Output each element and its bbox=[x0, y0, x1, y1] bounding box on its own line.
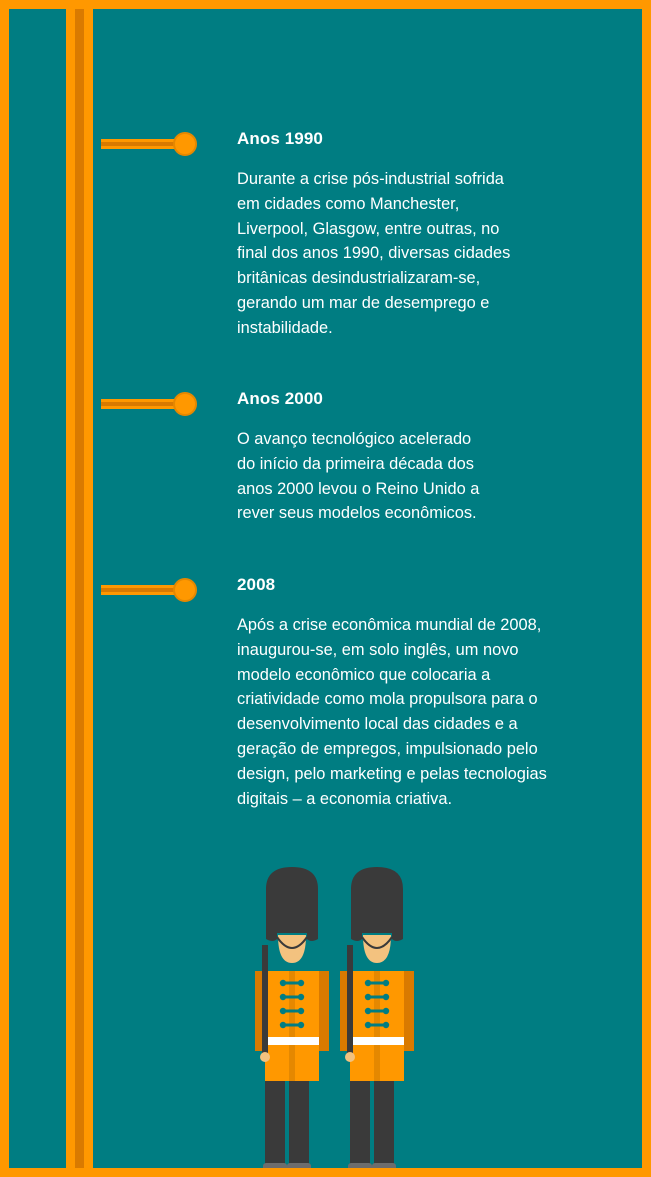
timeline-node bbox=[173, 132, 197, 156]
entry-description: O avanço tecnológico acelerado do início da primeira década dos anos 2000 levou o Reino Unido a rever seus modelos econômicos. bbox=[237, 430, 480, 523]
timeline-rail-outer bbox=[66, 9, 75, 1168]
entry-description: Após a crise econômica mundial de 2008, inaugurou-se, em solo inglês, um novo modelo econômico que colocaria a criatividade como mola propulsora para o desenvolvimento local das cidades e a geração de empregos, impulsionado pelo design, pelo marketing e pelas tecnologias digitais – a economia criativa. bbox=[237, 616, 547, 808]
timeline-rail-inner bbox=[84, 9, 93, 1168]
timeline-connector bbox=[101, 139, 181, 149]
timeline-entry-2000 bbox=[237, 389, 597, 526]
entry-year: 2008 bbox=[237, 575, 276, 594]
timeline-connector bbox=[101, 399, 181, 409]
entry-year: Anos 1990 bbox=[237, 129, 323, 148]
timeline-rail-shadow bbox=[75, 9, 84, 1168]
entry-description: Durante a crise pós-industrial sofrida em cidades como Manchester, Liverpool, Glasgow, entre outras, no final dos anos 1990, diversas cidades britânicas desindustrializaram-se, gerando um mar de desemprego e instabilidade. bbox=[237, 170, 511, 337]
timeline-node bbox=[173, 578, 197, 602]
timeline-entry-2008 bbox=[237, 575, 597, 811]
entry-year: Anos 2000 bbox=[237, 389, 323, 408]
timeline-connector bbox=[101, 585, 181, 595]
timeline-node bbox=[173, 392, 197, 416]
timeline-entry-1990 bbox=[237, 129, 597, 341]
royal-guards-icon bbox=[253, 867, 423, 1177]
